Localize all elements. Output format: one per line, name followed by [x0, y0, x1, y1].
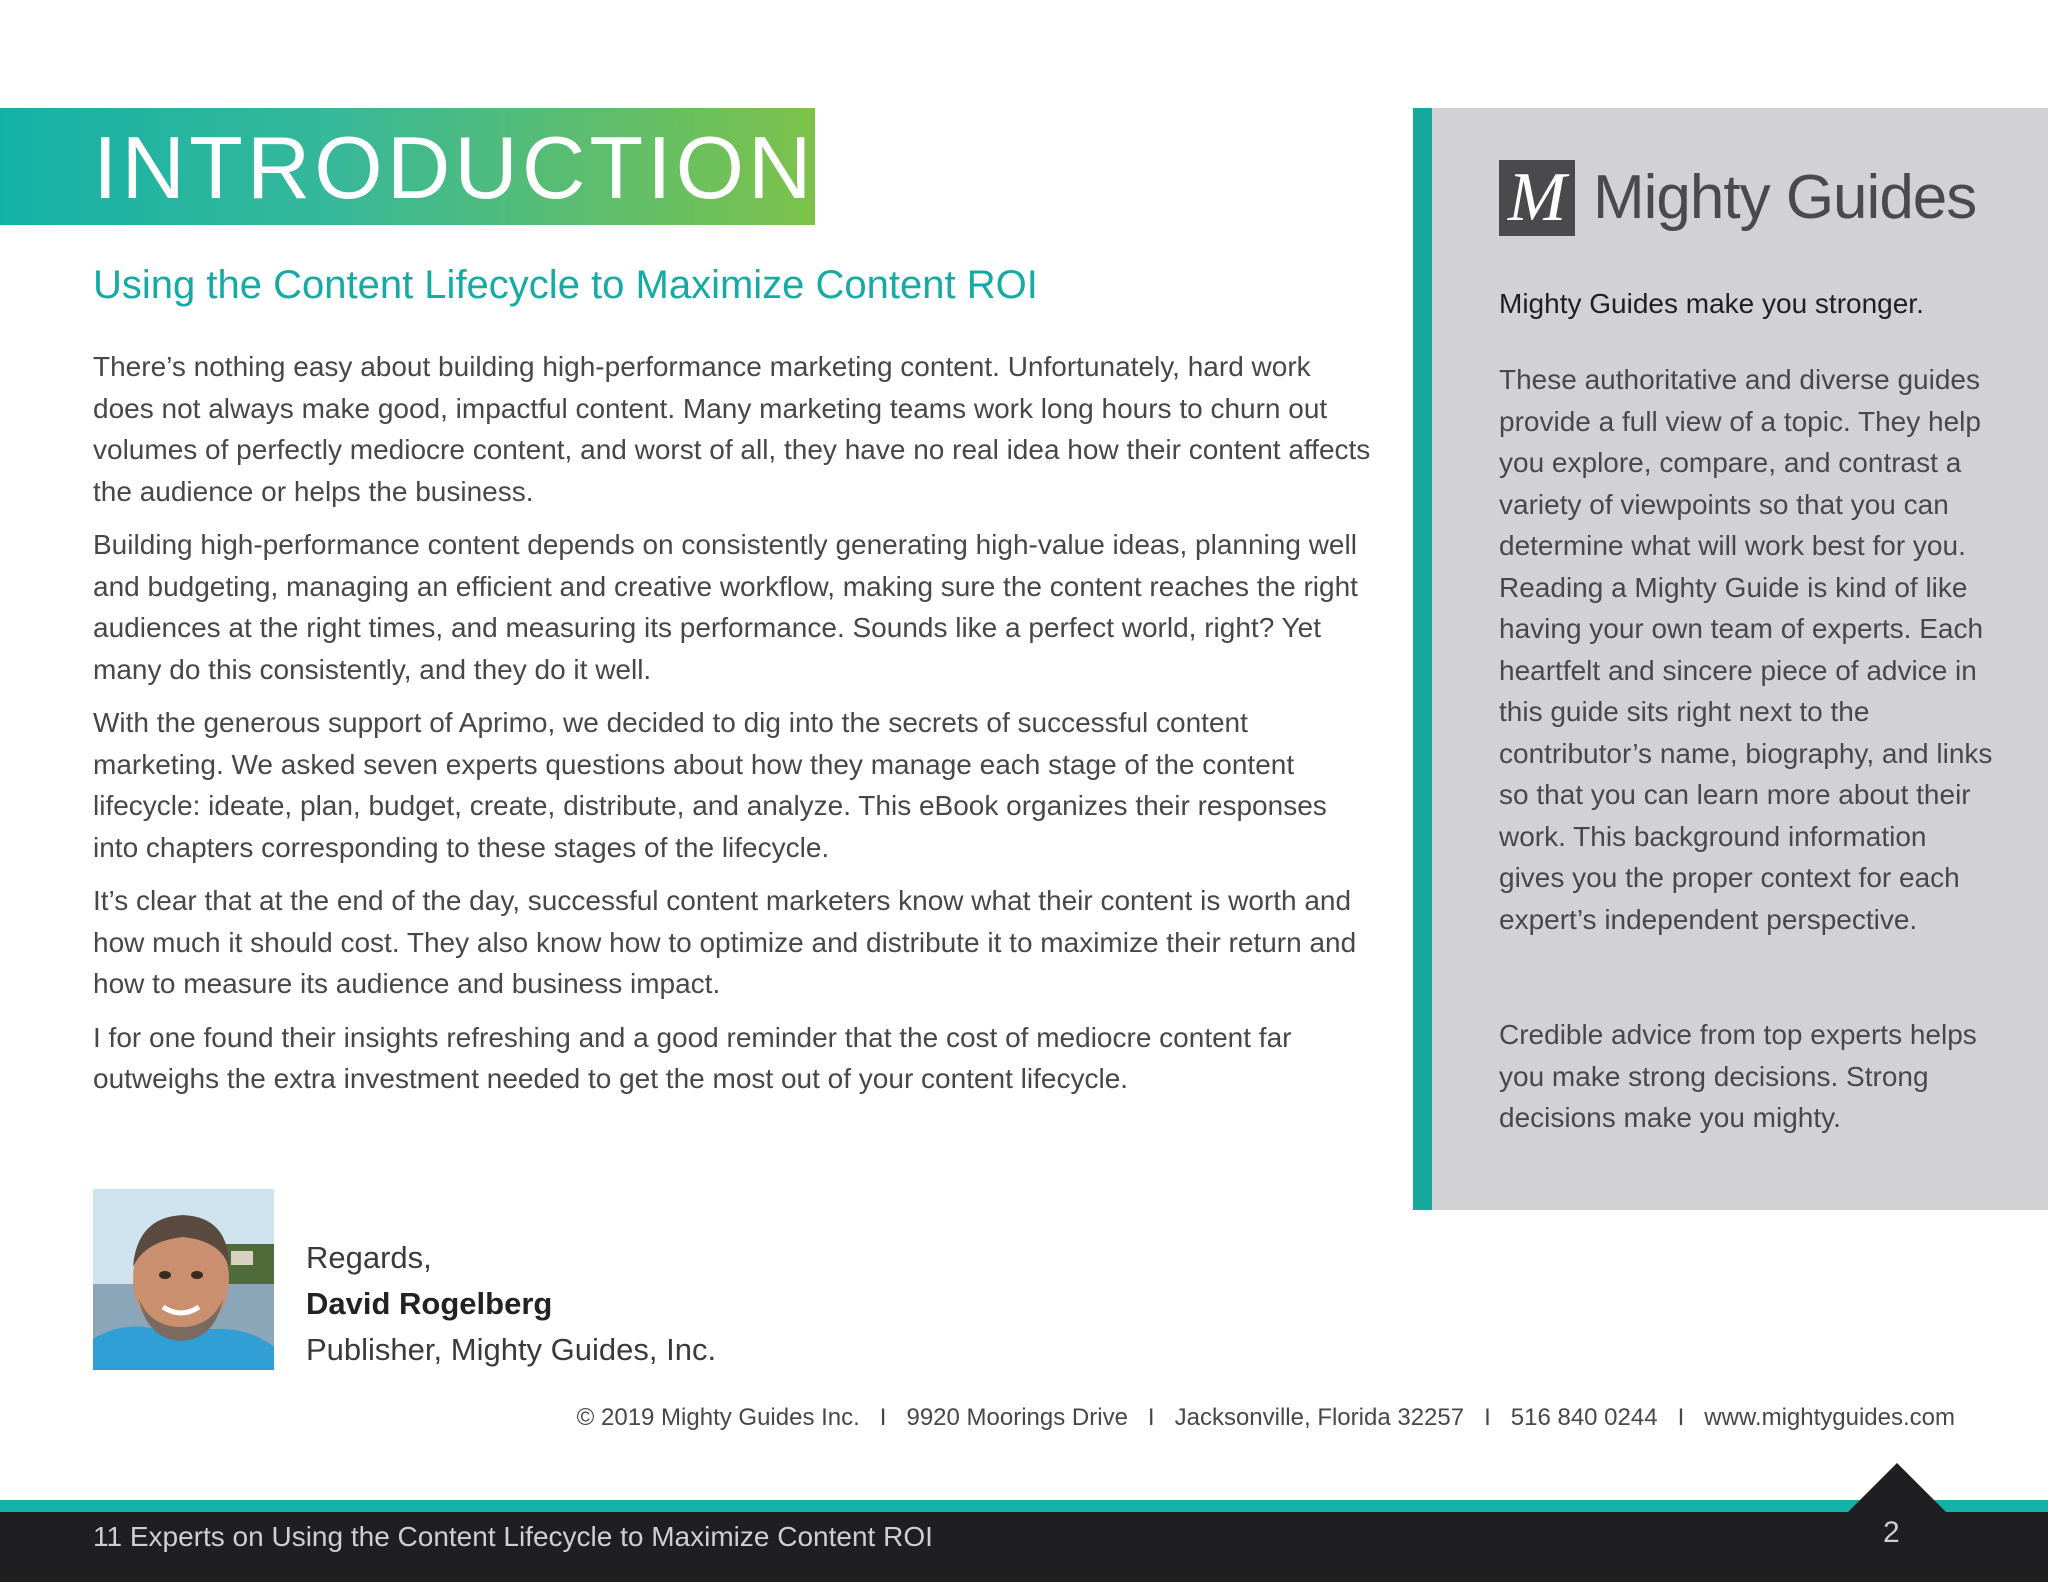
body-paragraph-2: Building high-performance content depends on consistently generating high-value ideas, planning well and budgeting, managing an efficient and creative workflow, making sure the content reaches the right audiences at the right times, and measuring its performance. Sounds like a perfect world, right? Yet many do this consistently, and they do it well.	[93, 529, 1358, 685]
body-paragraph-3: With the generous support of Aprimo, we decided to dig into the secrets of successful content marketing. We asked seven experts questions about how they manage each stage of the content lifecycle: ideate, plan, budget, create, distribute, and analyze. This eBook organizes their responses into chapters corresponding to these stages of the lifecycle.	[93, 707, 1327, 863]
page-title: INTRODUCTION	[93, 118, 816, 217]
sidebar-paragraph-1: These authoritative and diverse guides provide a full view of a topic. They help you explore, compare, and contrast a variety of viewpoints so that you can determine what will work best for you. Reading a Mighty Guide is kind of like having your own team of experts. Each heartfelt and sincere piece of advice in this guide sits right next to the contributor’s name, biography, and links so that you can learn more about their work. This background information gives you the proper context for each expert’s independent perspective.	[1499, 364, 1993, 935]
sidebar-tagline: Mighty Guides make you stronger.	[1499, 288, 1924, 319]
logo-wordmark: Mighty Guides	[1593, 163, 1977, 232]
signoff	[306, 1235, 716, 1373]
author-title: Publisher, Mighty Guides, Inc.	[306, 1332, 717, 1367]
body-paragraph-1: There’s nothing easy about building high-performance marketing content. Unfortunately, hard work does not always make good, impactful content. Many marketing teams work long hours to churn out volumes of perfectly mediocre content, and worst of all, they have no real idea how their content affects the audience or helps the business.	[93, 351, 1371, 507]
intro-body	[93, 346, 1373, 1112]
footer-tab	[1847, 1463, 1947, 1513]
sidebar-paragraph-2: Credible advice from top experts helps you make strong decisions. Strong decisions make you mighty.	[1499, 1019, 1977, 1133]
author-photo	[93, 1189, 274, 1370]
body-paragraph-4: It’s clear that at the end of the day, successful content marketers know what their content is worth and how much it should cost. They also know how to optimize and distribute it to maximize their return and how to measure its audience and business impact.	[93, 885, 1357, 999]
mighty-guides-logo	[1499, 160, 1976, 236]
author-name: David Rogelberg	[306, 1286, 553, 1321]
page-subtitle: Using the Content Lifecycle to Maximize Content ROI	[93, 263, 1038, 307]
footer-book-title: 11 Experts on Using the Content Lifecycle to Maximize Content ROI	[93, 1521, 933, 1552]
signoff-greeting: Regards,	[306, 1240, 432, 1275]
body-paragraph-5: I for one found their insights refreshing and a good reminder that the cost of mediocre content far outweighs the extra investment needed to get the most out of your content lifecycle.	[93, 1021, 1292, 1094]
page-number: 2	[1883, 1516, 1900, 1549]
footer-accent-strip	[0, 1500, 2048, 1512]
contact-info: © 2019 Mighty Guides Inc. I 9920 Moorings Drive I Jacksonville, Florida 32257 I 516 840 0244 I www.mightyguides.com	[576, 1404, 1955, 1431]
logo-mark-icon: M	[1499, 160, 1575, 236]
